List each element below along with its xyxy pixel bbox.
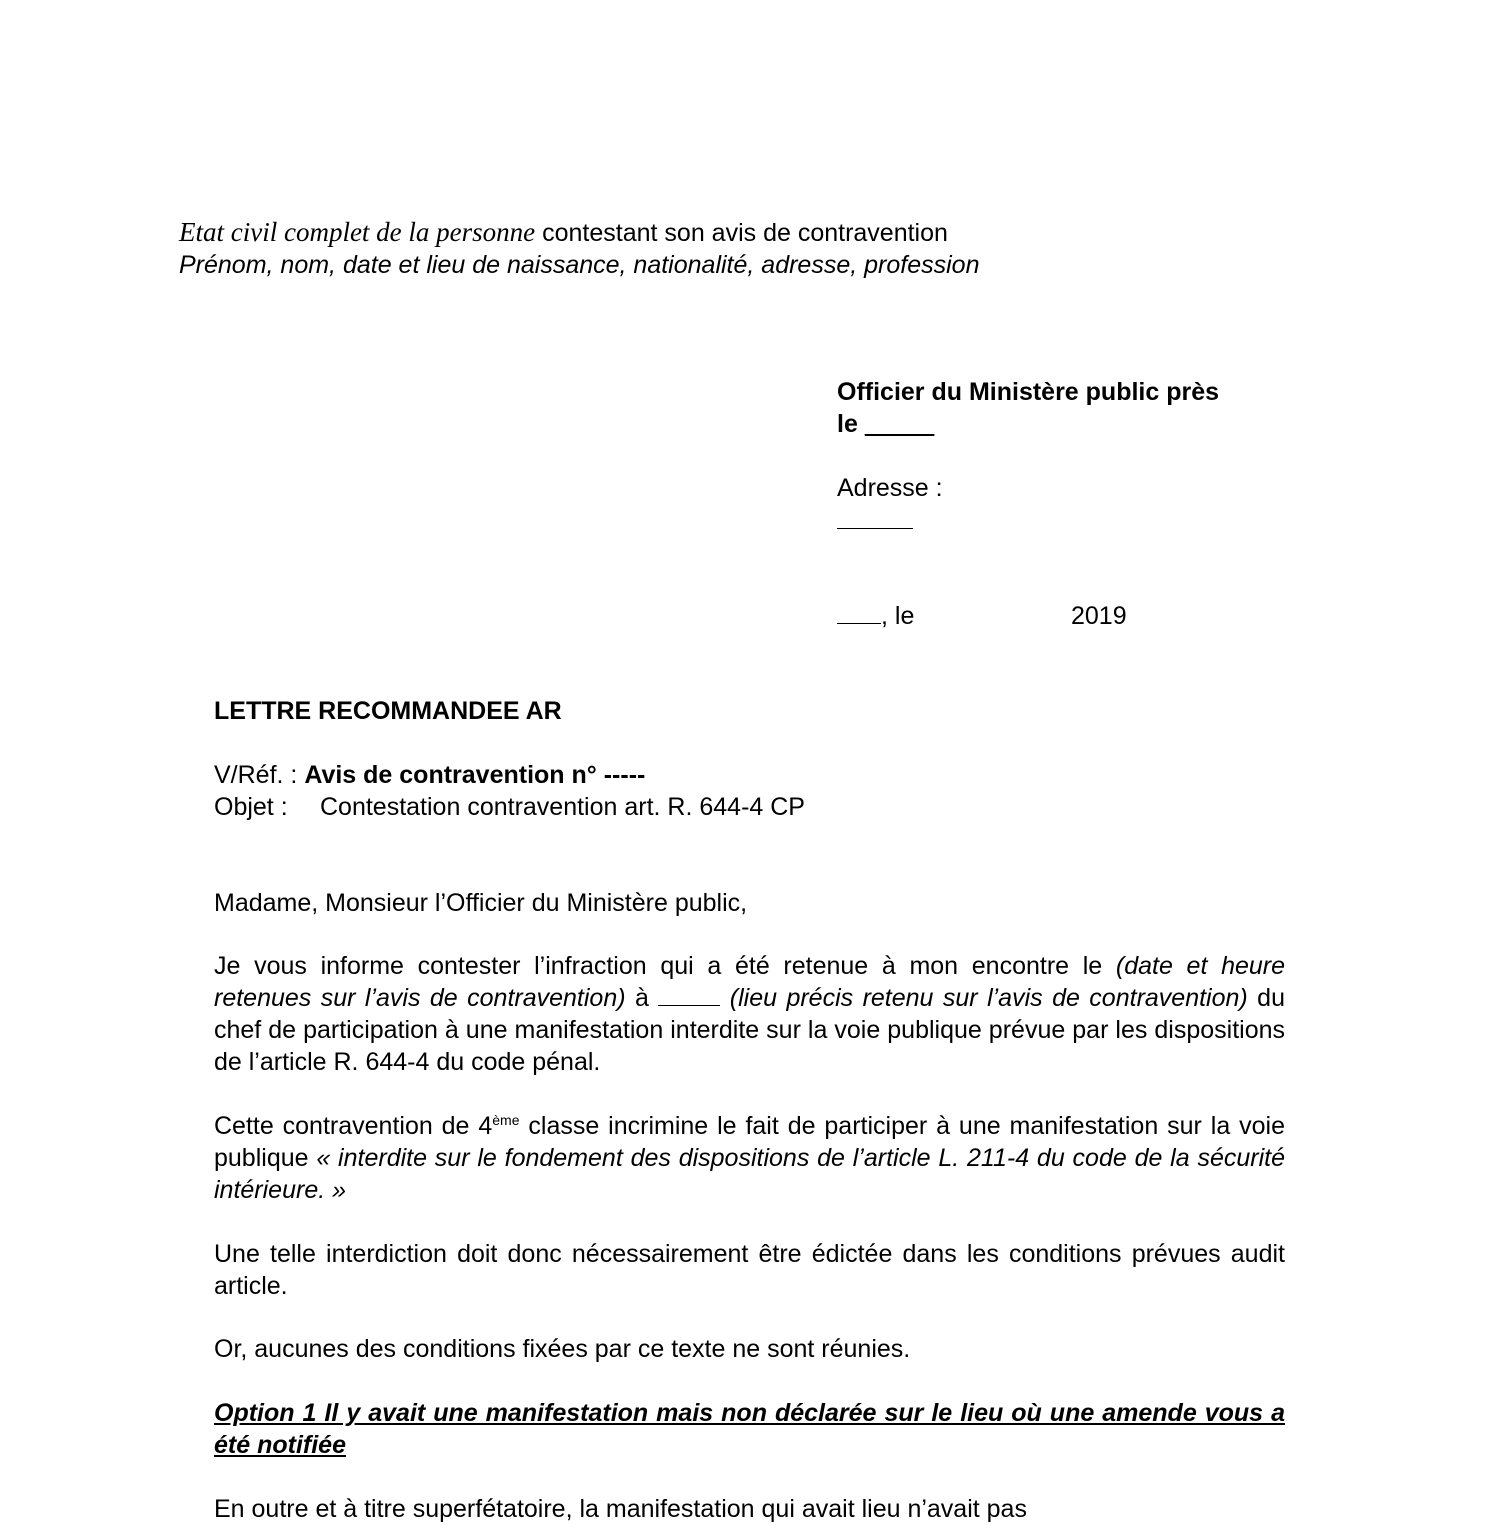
object-label: Objet : xyxy=(214,793,288,821)
paragraph-contravention-class xyxy=(214,1110,1285,1206)
date-year: 2019 xyxy=(1071,602,1127,630)
paragraph-2-quote: « interdite sur le fondement des dispositions de l’article L. 211-4 du code de la sécurité intérieure. » xyxy=(214,1144,1285,1204)
paragraph-1-text-a: Je vous informe contester l’infraction qui a été retenue à mon encontre le xyxy=(214,952,1116,980)
reference-label: V/Réf. : xyxy=(214,761,298,789)
paragraph-superfetatoire: En outre et à titre superfétatoire, la manifestation qui avait lieu n’avait pas xyxy=(214,1495,1027,1523)
recipient-officer-line-2 xyxy=(837,408,1287,440)
paragraph-interdiction: Une telle interdiction doit donc nécessairement être édictée dans les conditions prévues audit article. xyxy=(214,1240,1285,1300)
registered-letter-heading: LETTRE RECOMMANDEE AR xyxy=(214,697,562,725)
date-suffix: , le xyxy=(881,602,915,630)
paragraph-1-text-c: à xyxy=(625,984,659,1012)
paragraph-1-place-placeholder: (lieu précis retenu sur l’avis de contravention) xyxy=(720,984,1248,1012)
paragraph-conditions: Or, aucunes des conditions fixées par ce texte ne sont réunies. xyxy=(214,1335,911,1363)
object-value: Contestation contravention art. R. 644-4 CP xyxy=(320,793,805,821)
paragraph-1-date-placeholder: (date et heure retenues sur l’avis de contravention) xyxy=(214,952,1286,1012)
date-line xyxy=(837,600,1287,632)
sender-identity-block xyxy=(179,216,1279,281)
sender-line-1 xyxy=(179,216,1279,249)
paragraph-2-text-a: Cette contravention de 4 xyxy=(214,1112,493,1140)
recipient-officer-blank: _____ xyxy=(864,410,935,438)
recipient-address-label: Adresse : xyxy=(837,474,943,502)
sender-line-1-serif: Etat civil complet de la personne xyxy=(179,217,536,247)
sender-line-1-rest: contestant son avis de contravention xyxy=(542,219,948,247)
paragraph-contestation xyxy=(214,950,1285,1078)
references-block xyxy=(214,759,1285,823)
recipient-officer-line-1: Officier du Ministère public près xyxy=(837,378,1220,406)
paragraph-1-text-e: du chef de participation à une manifestation interdite sur la voie publique prévue par les dispositions de l’article R. 644-4 du code pénal. xyxy=(214,984,1285,1076)
object-line xyxy=(214,791,1285,823)
reference-line xyxy=(214,759,1285,791)
greeting: Madame, Monsieur l’Officier du Ministère public, xyxy=(214,889,748,917)
sender-line-2: Prénom, nom, date et lieu de naissance, nationalité, adresse, profession xyxy=(179,251,980,279)
recipient-address-line xyxy=(837,504,1287,537)
recipient-officer-prefix: le xyxy=(837,410,858,438)
recipient-address-blank xyxy=(837,504,913,529)
paragraph-2-superscript: ème xyxy=(492,1112,520,1128)
option-1-heading: Option 1 Il y avait une manifestation mais non déclarée sur le lieu où une amende vous a été notifiée xyxy=(214,1399,1285,1459)
paragraph-2-text-b: classe incrimine le fait de participer à une manifestation sur la voie publique xyxy=(214,1112,1285,1172)
recipient-block xyxy=(837,376,1287,537)
place-blank xyxy=(837,601,881,624)
reference-value: Avis de contravention n° ----- xyxy=(304,761,646,789)
paragraph-1-place-blank xyxy=(658,983,720,1006)
